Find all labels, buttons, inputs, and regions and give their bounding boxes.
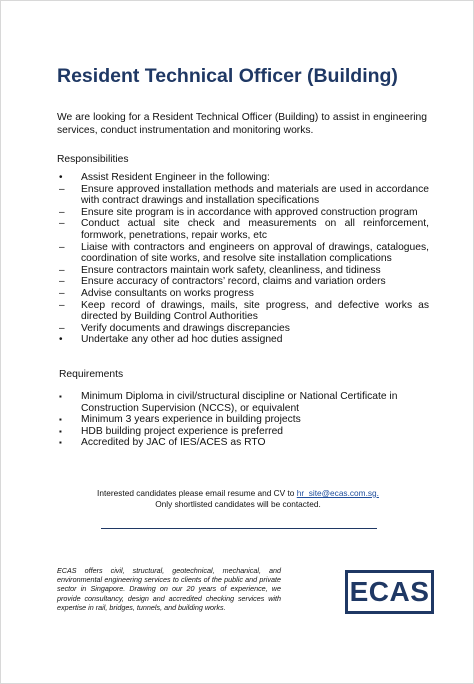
shortlist-note: Only shortlisted candidates will be contacted. <box>155 499 321 509</box>
square-bullet-marker: ▪ <box>59 415 62 425</box>
square-bullet-marker: ▪ <box>59 426 62 436</box>
square-bullet-marker: ▪ <box>59 438 62 448</box>
list-item-text: Ensure site program is in accordance with approved construction program <box>81 206 418 218</box>
dash-marker: – <box>59 299 65 311</box>
requirements-list <box>57 391 429 449</box>
contact-line <box>57 488 419 499</box>
list-item <box>57 184 429 207</box>
list-item <box>57 288 429 300</box>
list-item-text: Ensure approved installation methods and materials are used in accordance with contract drawings and installation specifications <box>81 183 429 207</box>
divider <box>101 528 377 529</box>
logo-text: ECAS <box>349 576 430 607</box>
list-item <box>57 414 429 426</box>
list-item-text: Assist Resident Engineer in the following: <box>81 172 270 183</box>
bullet-marker: • <box>59 334 63 346</box>
list-item <box>57 426 429 438</box>
list-item <box>57 300 429 323</box>
dash-marker: – <box>59 183 65 195</box>
list-item <box>57 323 429 335</box>
dash-marker: – <box>59 264 65 276</box>
page-title: Resident Technical Officer (Building) <box>57 65 398 87</box>
bullet-marker: • <box>59 172 63 183</box>
list-item-text: Verify documents and drawings discrepancies <box>81 322 290 334</box>
list-item-text: Minimum 3 years experience in building projects <box>81 414 301 426</box>
requirements-heading: Requirements <box>59 369 124 380</box>
list-item-text: Advise consultants on works progress <box>81 287 254 299</box>
intro-paragraph: We are looking for a Resident Technical Officer (Building) to assist in engineering services, conduct instrumentation and monitoring works. <box>57 112 427 136</box>
dash-marker: – <box>59 322 65 334</box>
list-item <box>57 172 429 184</box>
ecas-logo <box>345 570 434 614</box>
list-item-text: Keep record of drawings, mails, site progress, and defective works as directed by Building Control Authorities <box>81 299 429 323</box>
contact-prefix: Interested candidates please email resume and CV to <box>97 488 297 498</box>
list-item-text: Ensure accuracy of contractors’ record, claims and variation orders <box>81 276 386 288</box>
list-item <box>57 334 429 346</box>
dash-marker: – <box>59 241 65 253</box>
square-bullet-marker: ▪ <box>59 392 62 401</box>
list-item-text: Ensure contractors maintain work safety, cleanliness, and tidiness <box>81 264 381 276</box>
list-item <box>57 207 429 219</box>
responsibilities-list <box>57 172 429 346</box>
contact-info <box>57 488 419 510</box>
list-item <box>57 242 429 265</box>
responsibilities-heading: Responsibilities <box>57 154 129 165</box>
company-description: ECAS offers civil, structural, geotechnical, mechanical, and environmental engineering services to clients of the public and private sector in Singapore. Drawing on our 20 years of experience, we provide consultancy, design and accredited checking services with expertise in rail, bridges, tunnels, and building works. <box>57 566 281 612</box>
list-item <box>57 391 429 414</box>
list-item <box>57 265 429 277</box>
list-item <box>57 276 429 288</box>
dash-marker: – <box>59 206 65 218</box>
list-item-text: Conduct actual site check and measurements on all reinforcement, formwork, penetrations, repair works, etc <box>81 218 429 241</box>
dash-marker: – <box>59 276 65 288</box>
list-item <box>57 218 429 241</box>
list-item-text: Undertake any other ad hoc duties assigned <box>81 334 283 346</box>
dash-marker: – <box>59 218 65 230</box>
dash-marker: – <box>59 287 65 299</box>
list-item <box>57 437 429 449</box>
list-item-text: Liaise with contractors and engineers on approval of drawings, catalogues, coordination of site works, and resolve site installation complications <box>81 241 429 265</box>
list-item-text: HDB building project experience is preferred <box>81 425 284 437</box>
list-item-text: Minimum Diploma in civil/structural discipline or National Certificate in Construction Supervision (NCCS), or equivalent <box>81 391 398 414</box>
email-link[interactable]: hr_site@ecas.com.sg. <box>296 488 379 498</box>
list-item-text: Accredited by JAC of IES/ACES as RTO <box>81 437 266 449</box>
